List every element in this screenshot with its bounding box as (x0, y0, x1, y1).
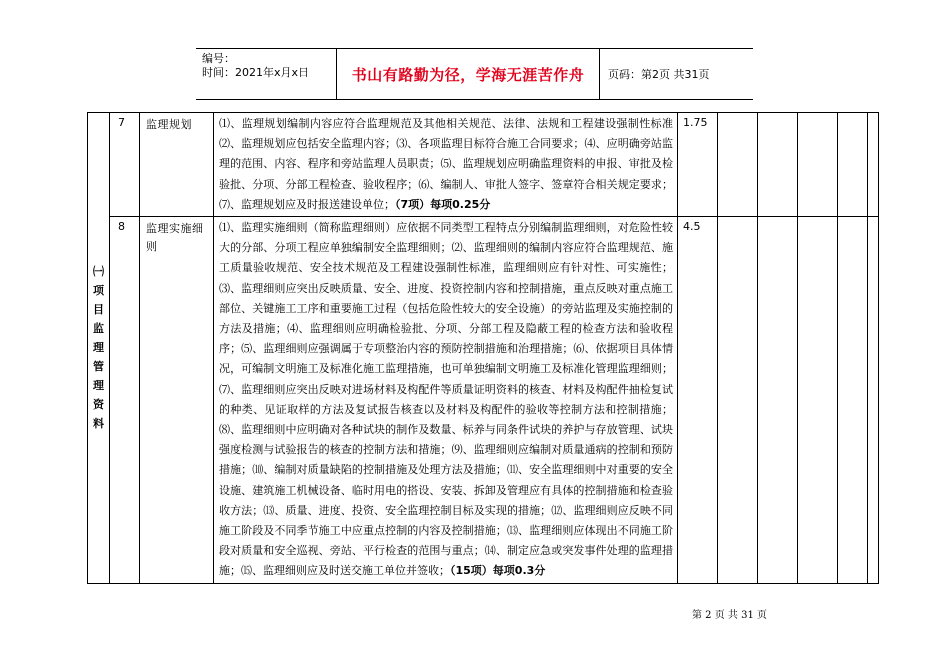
empty-cell (868, 217, 879, 584)
row-number: 7 (110, 113, 140, 217)
category-cell (88, 113, 110, 584)
item-name: 监理规划 (140, 113, 214, 217)
header-motto: 书山有路勤为径，学海无涯苦作舟 (336, 49, 600, 99)
content-text: ⑴、监理实施细则（简称监理细则）应依据不同类型工程特点分别编制监理细则，对危险性较大的分部、分项工程应单独编制安全监理细则；⑵、监理细则的编制内容应符合监理规范、施工质量验收规范、安全技术规范及工程建设强制性标准，监理细则应有针对性、可实施性；⑶、监理细则应突出反映质量、安全、进度、投资控制内容和控制措施，重点反映对重点施工部位、关键施工工序和重要施工过程（包括危险性较大的安全设施）的旁站监理及实施控制的方法及措施；⑷、监理细则应明确检验批、分项、分部工程及隐蔽工程的检查方法和验收程序；⑸、监理细则应强调属于专项整治内容的预防控制措施和治理措施；⑹、依据项目具体情况，可编制文明施工及标准化施工监理措施，也可单独编制文明施工及标准化管理监理细则；⑺、监理细则应突出反映对进场材料及构配件等质量证明资料的核查、材料及构配件抽检复试的种类、见证取样的方法及复试报告核查以及材料及构配件的验收等控制方法和控制措施；⑻、监理细则中应明确对各种试块的制作及数量、标养与同条件试块的养护与存放管理、试块强度检测与试验报告的核查的控制方法和措施；⑼、监理细则应编制对质量通病的控制和预防措施；⑽、编制对质量缺陷的控制措施及处理方法及措施；⑾、安全监理细则中对重要的安全设施、建筑施工机械设备、临时用电的搭设、安装、拆卸及管理应有具体的控制措施和检查验收方法；⒀、质量、进度、投资、安全监理控制目标及实现的措施；⑿、监理细则应反映不同施工阶段及不同季节施工中应重点控制的内容及控制措施；⒀、监理细则应体现出不同施工阶段对质量和安全巡视、旁站、平行检查的范围与重点；⒁、制定应急或突发事件处理的监理措施；⒂、监理细则应及时送交施工单位并签收； (219, 221, 673, 578)
row-number: 8 (110, 217, 140, 584)
content-scoring: （15项）每项0.3分 (450, 564, 546, 578)
empty-cell (838, 113, 868, 217)
page-header (196, 48, 753, 100)
table-row (88, 217, 879, 584)
number-label: 编号： (202, 52, 235, 65)
category-label: ㈠项目监理管理资料 (93, 265, 104, 431)
item-content (214, 217, 678, 584)
empty-cell (758, 113, 798, 217)
empty-cell (718, 217, 758, 584)
item-score: 4.5 (678, 217, 718, 584)
empty-cell (838, 217, 868, 584)
item-score: 1.75 (678, 113, 718, 217)
page-footer: 第 2 页 共 31 页 (692, 610, 767, 621)
inspection-table (87, 112, 879, 584)
table-row (88, 113, 879, 217)
item-content (214, 113, 678, 217)
empty-cell (718, 113, 758, 217)
item-name: 监理实施细则 (140, 217, 214, 584)
empty-cell (798, 217, 838, 584)
empty-cell (758, 217, 798, 584)
content-text: ⑴、监理规划编制内容应符合监理规范及其他相关规范、法律、法规和工程建设强制性标准⑵、监理规划应包括安全监理内容；⑶、各项监理目标符合施工合同要求；⑷、应明确旁站监理的范围、内容、程序和旁站监理人员职责；⑸、监理规划应明确监理资料的申报、审批及检验批、分项、分部工程检查、验收程序；⑹、编制人、审批人签字、签章符合相关规定要求；⑺、监理规划应及时报送建设单位； (219, 117, 673, 211)
content-scoring: （7项）每项0.25分 (395, 197, 491, 211)
time-label: 时间：2021年x月x日 (202, 66, 310, 79)
empty-cell (798, 113, 838, 217)
header-page-label: 页码：第2页 共31页 (608, 68, 710, 81)
header-info (196, 49, 336, 99)
empty-cell (868, 113, 879, 217)
